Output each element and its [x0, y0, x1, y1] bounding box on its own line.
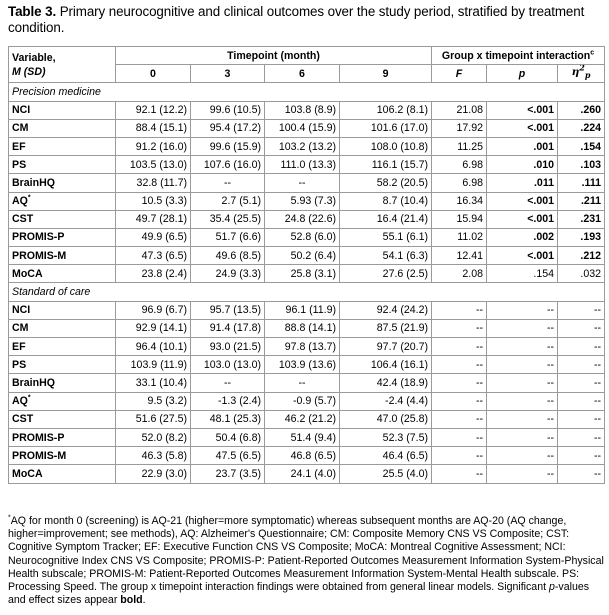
cell-F: 6.98: [432, 156, 487, 174]
cell-t0: 103.5 (13.0): [116, 156, 191, 174]
cell-t6: 46.2 (21.2): [265, 410, 340, 428]
section-row: [9, 283, 605, 301]
cell-p: --: [487, 319, 558, 337]
variable-header: Variable, M (SD): [9, 47, 116, 83]
cell-F: --: [432, 338, 487, 356]
cell-eta: --: [558, 428, 605, 446]
cell-F: 21.08: [432, 101, 487, 119]
cell-p: --: [487, 356, 558, 374]
table-row: [9, 174, 605, 192]
cell-p: --: [487, 301, 558, 319]
cell-p: .011: [487, 174, 558, 192]
cell-t3: 99.6 (15.9): [191, 137, 265, 155]
cell-t6: 24.1 (4.0): [265, 465, 340, 483]
cell-t3: 51.7 (6.6): [191, 228, 265, 246]
cell-F: --: [432, 428, 487, 446]
cell-F: --: [432, 410, 487, 428]
cell-F: --: [432, 319, 487, 337]
variable-name: CM: [9, 319, 116, 337]
cell-t3: 95.4 (17.2): [191, 119, 265, 137]
cell-t9: 101.6 (17.0): [340, 119, 432, 137]
cell-eta: .231: [558, 210, 605, 228]
cell-t0: 22.9 (3.0): [116, 465, 191, 483]
variable-name: MoCA: [9, 465, 116, 483]
cell-eta: --: [558, 338, 605, 356]
cell-t6: 50.2 (6.4): [265, 247, 340, 265]
cell-t9: 55.1 (6.1): [340, 228, 432, 246]
cell-p: <.001: [487, 210, 558, 228]
cell-t6: 100.4 (15.9): [265, 119, 340, 137]
table-row: [9, 410, 605, 428]
cell-t6: 103.9 (13.6): [265, 356, 340, 374]
variable-name: AQ*: [9, 192, 116, 210]
cell-t6: 111.0 (13.3): [265, 156, 340, 174]
variable-name: PS: [9, 356, 116, 374]
cell-eta: --: [558, 356, 605, 374]
cell-eta: .224: [558, 119, 605, 137]
variable-name: CM: [9, 119, 116, 137]
cell-t3: --: [191, 374, 265, 392]
cell-t6: 88.8 (14.1): [265, 319, 340, 337]
variable-name: MoCA: [9, 265, 116, 283]
table-row: [9, 101, 605, 119]
cell-t9: 97.7 (20.7): [340, 338, 432, 356]
cell-t0: 33.1 (10.4): [116, 374, 191, 392]
cell-F: --: [432, 392, 487, 410]
cell-t6: --: [265, 374, 340, 392]
cell-eta: .103: [558, 156, 605, 174]
cell-t9: 106.2 (8.1): [340, 101, 432, 119]
cell-t9: 116.1 (15.7): [340, 156, 432, 174]
cell-t9: 87.5 (21.9): [340, 319, 432, 337]
cell-F: 15.94: [432, 210, 487, 228]
cell-p: --: [487, 447, 558, 465]
cell-F: 17.92: [432, 119, 487, 137]
cell-eta: .111: [558, 174, 605, 192]
cell-t6: 24.8 (22.6): [265, 210, 340, 228]
cell-F: 16.34: [432, 192, 487, 210]
cell-eta: --: [558, 410, 605, 428]
cell-t9: 47.0 (25.8): [340, 410, 432, 428]
cell-p: <.001: [487, 192, 558, 210]
variable-name: PS: [9, 156, 116, 174]
table-row: [9, 301, 605, 319]
table-row: [9, 338, 605, 356]
cell-t0: 49.7 (28.1): [116, 210, 191, 228]
cell-t6: 96.1 (11.9): [265, 301, 340, 319]
table-row: [9, 356, 605, 374]
table-body: [9, 83, 605, 483]
header-row-1: [9, 47, 605, 65]
variable-name: EF: [9, 137, 116, 155]
cell-eta: --: [558, 319, 605, 337]
caption-text: Primary neurocognitive and clinical outcomes over the study period, stratified by treatment condition.: [8, 4, 585, 35]
caption-lead: Table 3.: [8, 4, 57, 19]
table-row: [9, 156, 605, 174]
cell-t3: 35.4 (25.5): [191, 210, 265, 228]
table-row: [9, 119, 605, 137]
cell-t3: 99.6 (10.5): [191, 101, 265, 119]
table-row: [9, 228, 605, 246]
col-header-p: p: [487, 65, 558, 83]
cell-t9: 106.4 (16.1): [340, 356, 432, 374]
cell-eta: --: [558, 392, 605, 410]
cell-F: 6.98: [432, 174, 487, 192]
cell-t0: 51.6 (27.5): [116, 410, 191, 428]
cell-t0: 47.3 (6.5): [116, 247, 191, 265]
variable-name: PROMIS-P: [9, 428, 116, 446]
variable-name: CST: [9, 410, 116, 428]
cell-t9: 108.0 (10.8): [340, 137, 432, 155]
cell-t0: 49.9 (6.5): [116, 228, 191, 246]
cell-F: --: [432, 356, 487, 374]
cell-p: --: [487, 465, 558, 483]
cell-t3: 24.9 (3.3): [191, 265, 265, 283]
table-row: [9, 392, 605, 410]
cell-eta: .260: [558, 101, 605, 119]
cell-t0: 91.2 (16.0): [116, 137, 191, 155]
cell-p: <.001: [487, 119, 558, 137]
cell-p: --: [487, 374, 558, 392]
outcomes-table: [8, 46, 605, 484]
variable-name: NCI: [9, 301, 116, 319]
table-row: [9, 465, 605, 483]
cell-t6: 52.8 (6.0): [265, 228, 340, 246]
cell-t3: 49.6 (8.5): [191, 247, 265, 265]
table-row: [9, 265, 605, 283]
cell-t6: 25.8 (3.1): [265, 265, 340, 283]
cell-t6: 103.2 (13.2): [265, 137, 340, 155]
cell-p: .154: [487, 265, 558, 283]
cell-eta: .211: [558, 192, 605, 210]
cell-t9: -2.4 (4.4): [340, 392, 432, 410]
col-header-month-0: 0: [116, 65, 191, 83]
cell-t9: 92.4 (24.2): [340, 301, 432, 319]
variable-name: PROMIS-P: [9, 228, 116, 246]
cell-t3: -1.3 (2.4): [191, 392, 265, 410]
cell-p: .010: [487, 156, 558, 174]
table-notes: *AQ for month 0 (screening) is AQ-21 (higher=more symptomatic) whereas subsequent months are AQ-20 (AQ change, higher=improvement; see methods), AQ: Alzheimer's Questionnaire; CM: Composite Memory CNS VS Composite; CST: Cognitive Symptom Tracker; EF: Executive Function CNS VS Composite; MoCA: Montreal Cognitive Assessment; NCI: Neurocognitive Index CNS VS Composite; PROMIS-P: Patient-Reported Outcomes Measurement Information System-Physical Health subscale; PROMIS-M: Patient-Reported Outcomes Measurement Information System-Mental Health subscale. PS: Processing Speed. The group x timepoint interaction findings were obtained from general linear models. Significant p-values and effect sizes appear bold.: [8, 514, 604, 607]
cell-p: <.001: [487, 247, 558, 265]
table-row: [9, 247, 605, 265]
cell-t3: 48.1 (25.3): [191, 410, 265, 428]
cell-t6: --: [265, 174, 340, 192]
cell-t9: 8.7 (10.4): [340, 192, 432, 210]
cell-eta: --: [558, 447, 605, 465]
cell-t6: 5.93 (7.3): [265, 192, 340, 210]
col-header-month-9: 9: [340, 65, 432, 83]
cell-t3: 91.4 (17.8): [191, 319, 265, 337]
table-row: [9, 192, 605, 210]
variable-name: AQ*: [9, 392, 116, 410]
cell-t0: 96.4 (10.1): [116, 338, 191, 356]
cell-F: 2.08: [432, 265, 487, 283]
table-row: [9, 374, 605, 392]
cell-t9: 54.1 (6.3): [340, 247, 432, 265]
cell-t9: 27.6 (2.5): [340, 265, 432, 283]
cell-p: .002: [487, 228, 558, 246]
table-row: [9, 319, 605, 337]
variable-name: BrainHQ: [9, 374, 116, 392]
cell-eta: .193: [558, 228, 605, 246]
cell-F: --: [432, 374, 487, 392]
cell-p: .001: [487, 137, 558, 155]
cell-p: --: [487, 410, 558, 428]
col-header-F: F: [432, 65, 487, 83]
cell-F: 11.25: [432, 137, 487, 155]
cell-t3: 23.7 (3.5): [191, 465, 265, 483]
cell-t0: 52.0 (8.2): [116, 428, 191, 446]
variable-name: PROMIS-M: [9, 447, 116, 465]
cell-t9: 58.2 (20.5): [340, 174, 432, 192]
cell-eta: .154: [558, 137, 605, 155]
cell-t3: --: [191, 174, 265, 192]
cell-t9: 25.5 (4.0): [340, 465, 432, 483]
cell-t3: 47.5 (6.5): [191, 447, 265, 465]
cell-eta: --: [558, 301, 605, 319]
cell-t3: 50.4 (6.8): [191, 428, 265, 446]
cell-t0: 32.8 (11.7): [116, 174, 191, 192]
cell-t9: 16.4 (21.4): [340, 210, 432, 228]
interaction-group-header: Group x timepoint interaction$^c$: [432, 47, 605, 65]
cell-t0: 88.4 (15.1): [116, 119, 191, 137]
cell-t3: 103.0 (13.0): [191, 356, 265, 374]
variable-name: PROMIS-M: [9, 247, 116, 265]
variable-name: CST: [9, 210, 116, 228]
table-row: [9, 447, 605, 465]
cell-eta: .032: [558, 265, 605, 283]
cell-t9: 52.3 (7.5): [340, 428, 432, 446]
col-header-month-6: 6: [265, 65, 340, 83]
cell-F: --: [432, 447, 487, 465]
variable-name: NCI: [9, 101, 116, 119]
section-title: Precision medicine: [9, 83, 605, 101]
cell-t0: 46.3 (5.8): [116, 447, 191, 465]
cell-t0: 92.1 (12.2): [116, 101, 191, 119]
cell-t3: 93.0 (21.5): [191, 338, 265, 356]
cell-t3: 95.7 (13.5): [191, 301, 265, 319]
variable-name: BrainHQ: [9, 174, 116, 192]
cell-p: --: [487, 392, 558, 410]
cell-eta: --: [558, 374, 605, 392]
cell-t9: 46.4 (6.5): [340, 447, 432, 465]
cell-t6: 103.8 (8.9): [265, 101, 340, 119]
section-title: Standard of care: [9, 283, 605, 301]
cell-t0: 92.9 (14.1): [116, 319, 191, 337]
cell-t3: 2.7 (5.1): [191, 192, 265, 210]
cell-t9: 42.4 (18.9): [340, 374, 432, 392]
cell-t0: 96.9 (6.7): [116, 301, 191, 319]
cell-p: --: [487, 428, 558, 446]
cell-F: --: [432, 465, 487, 483]
cell-t6: 97.8 (13.7): [265, 338, 340, 356]
cell-F: --: [432, 301, 487, 319]
cell-t6: 46.8 (6.5): [265, 447, 340, 465]
cell-eta: .212: [558, 247, 605, 265]
cell-p: <.001: [487, 101, 558, 119]
cell-F: 12.41: [432, 247, 487, 265]
col-header-eta: $\eta^2_p$: [558, 65, 605, 83]
cell-t6: 51.4 (9.4): [265, 428, 340, 446]
cell-t0: 23.8 (2.4): [116, 265, 191, 283]
section-row: [9, 83, 605, 101]
cell-t3: 107.6 (16.0): [191, 156, 265, 174]
table-caption: [8, 4, 604, 36]
cell-t0: 103.9 (11.9): [116, 356, 191, 374]
variable-name: EF: [9, 338, 116, 356]
cell-t0: 10.5 (3.3): [116, 192, 191, 210]
cell-F: 11.02: [432, 228, 487, 246]
col-header-month-3: 3: [191, 65, 265, 83]
cell-eta: --: [558, 465, 605, 483]
timepoint-group-header: Timepoint (month): [116, 47, 432, 65]
table-row: [9, 137, 605, 155]
table-row: [9, 210, 605, 228]
table-row: [9, 428, 605, 446]
cell-t6: -0.9 (5.7): [265, 392, 340, 410]
cell-t0: 9.5 (3.2): [116, 392, 191, 410]
cell-p: --: [487, 338, 558, 356]
